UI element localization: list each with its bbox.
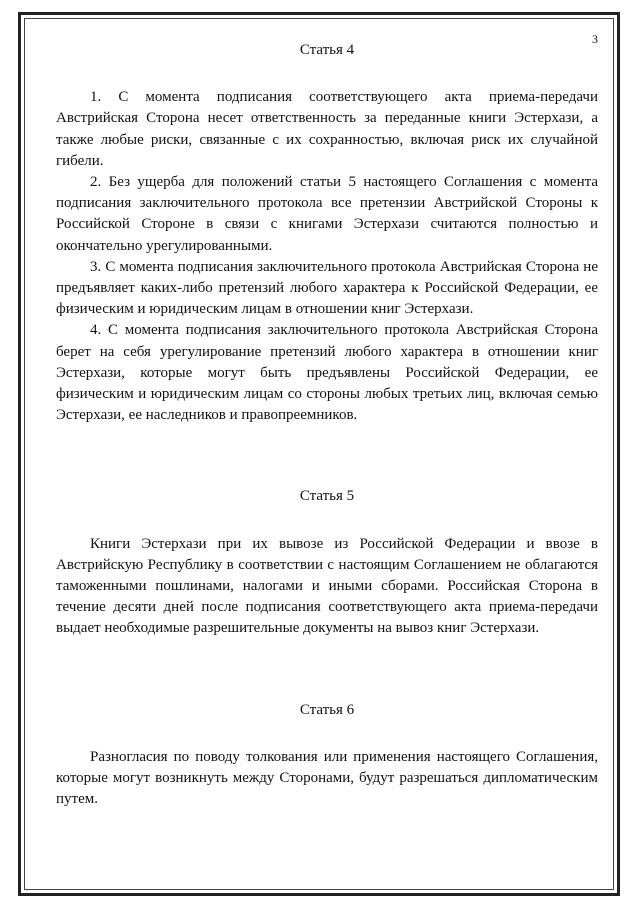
article-heading: Статья 4 — [299, 42, 355, 58]
paragraph: 1. С момента подписания соответствующего акта приема-передачи Австрийская Сторона несет ответственность за переданные книги Эстерхази, а также любые риски, связанные с их сохранностью, включая риск их случайной гибели. — [56, 89, 598, 169]
paragraph: Книги Эстерхази при их вывозе из Российской Федерации и ввозе в Австрийскую Республику в соответствии с настоящим Соглашением не облагаются таможенными пошлинами, налогами и иными сборами. Российская Сторона в течение десяти дней после подписания соответствующего акта приема-передачи выдает необходимые разрешительные документы на вывоз книг Эстерхази. — [56, 535, 598, 637]
article-heading: Статья 6 — [299, 701, 355, 718]
paragraph: 3. С момента подписания заключительного протокола Австрийская Сторона не предъявляет каких-либо претензий любого характера к Российской Федерации, ее физическим и юридическим лицам в отношении книг Эстерхази. — [56, 258, 598, 318]
article-5 — [56, 486, 598, 639]
paragraph: 4. С момента подписания заключительного протокола Австрийская Сторона берет на себя урегулирование претензий любого характера в отношении книг Эстерхази, которые могут быть предъявлены Российской Федерации, ее физическим и юридическим лицам со стороны любых третьих лиц, включая семью Эстерхази, ее наследников и правопреемников. — [56, 322, 598, 424]
paragraph: 2. Без ущерба для положений статьи 5 настоящего Соглашения с момента подписания заключительного протокола все претензии Австрийской Стороны к Российской Стороне в связи с книгами Эстерхази считаются полностью и окончательно урегулированными. — [56, 174, 598, 254]
spacer — [56, 426, 598, 486]
article-4 — [56, 40, 598, 426]
spacer — [56, 640, 598, 700]
paragraph: Разногласия по поводу толкования или применения настоящего Соглашения, которые могут возникнуть между Сторонами, будут разрешаться дипломатическим путем. — [56, 748, 598, 808]
spacer — [56, 61, 598, 87]
page-number: 3 — [592, 32, 598, 46]
article-6 — [56, 700, 598, 811]
document-body — [56, 40, 598, 810]
spacer — [56, 508, 598, 534]
article-heading: Статья 5 — [299, 488, 355, 505]
spacer — [56, 721, 598, 747]
